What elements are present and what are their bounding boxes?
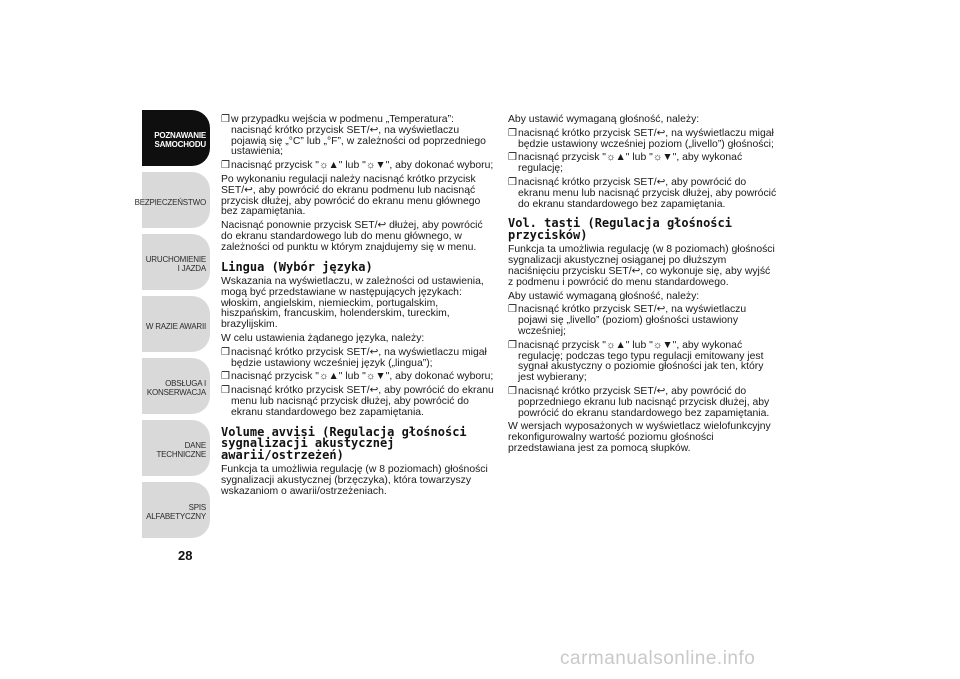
watermark: carmanualsonline.info: [560, 648, 756, 669]
checkbox-bullet-icon: ❒: [221, 114, 230, 125]
section-tabs: [134, 110, 210, 544]
checkbox-bullet-icon: ❒: [221, 160, 230, 172]
tab-obsluga-i-konserwacja[interactable]: OBSŁUGA I KONSERWACJA: [142, 358, 210, 414]
paragraph: Nacisnąć ponownie przycisk SET/↩ dłużej, aby powrócić do ekranu standardowego lub do menu głównego, w zależności od punktu w którym znajdujemy się w menu.: [221, 220, 483, 253]
right-column: [508, 115, 778, 458]
list-item: ❒ nacisnąć krótko przycisk SET/↩, na wyświetlaczu migał będzie ustawiony wcześniej język („lingua”);: [221, 346, 487, 369]
list-item: ❒ nacisnąć przycisk "☼▲" lub "☼▼", aby dokonać wyboru;: [221, 160, 494, 172]
page-number: 28: [178, 548, 193, 563]
checkbox-bullet-icon: ❒: [221, 371, 230, 383]
paragraph: Funkcja ta umożliwia regulację (w 8 poziomach) głośności sygnalizacji akustycznej (brzęczyka), która towarzyszy wskazaniom o awarii/ostrzeżeniach.: [221, 464, 488, 497]
checkbox-bullet-icon: ❒: [508, 176, 517, 188]
tab-poznawanie-samochodu[interactable]: POZNAWANIE SAMOCHODU: [142, 110, 210, 166]
tab-spis-alfabetyczny[interactable]: SPIS ALFABETYCZNY: [142, 482, 210, 538]
checkbox-bullet-icon: ❒: [508, 385, 517, 397]
checkbox-bullet-icon: ❒: [508, 152, 517, 164]
list-item: ❒ nacisnąć krótko przycisk SET/↩, aby powrócić do ekranu menu lub nacisnąć przycisk dłużej, aby powrócić do ekranu standardowego bez zapamiętania.: [221, 385, 494, 418]
list-item: ❒ nacisnąć krótko przycisk SET/↩, na wyświetlaczu pojawi się „livello” (poziom) głośności ustawiony wcześniej;: [508, 304, 747, 337]
paragraph: Aby ustawić wymaganą głośność, należy:: [508, 114, 700, 125]
paragraph: Wskazania na wyświetlaczu, w zależności od ustawienia, mogą być przedstawiane w następujących językach: włoskim, angielskim, niemieckim, portugalskim, hiszpańskim, francuskim, holenderskim, tureckim, brazylijskim.: [221, 276, 484, 331]
paragraph: Po wykonaniu regulacji należy nacisnąć krótko przycisk SET/↩, aby powrócić do ekranu podmenu lub nacisnąć przycisk dłużej, aby powrócić do ekranu menu głównego bez zapamiętania.: [221, 173, 481, 218]
tab-bezpieczenstwo[interactable]: BEZPIECZEŃSTWO: [142, 172, 210, 228]
left-column: [221, 115, 496, 501]
checkbox-bullet-icon: ❒: [508, 339, 517, 351]
list-item: ❒ nacisnąć krótko przycisk SET/↩, aby powrócić do ekranu menu lub nacisnąć przycisk dłużej, aby powrócić do ekranu standardowego bez zapamiętania.: [508, 176, 777, 210]
tab-dane-techniczne[interactable]: DANE TECHNICZNE: [142, 420, 210, 476]
list-item: ❒ nacisnąć przycisk "☼▲" lub "☼▼", aby wykonać regulację;: [508, 152, 743, 175]
paragraph: W wersjach wyposażonych w wyświetlacz wielofunkcyjny rekonfigurowalny wartość poziomu głośności przedstawiana jest za pomocą słupków.: [508, 421, 771, 454]
tab-uruchomienie-i-jazda[interactable]: URUCHOMIENIE I JAZDA: [142, 234, 210, 290]
paragraph: W celu ustawienia żądanego języka, należy:: [221, 333, 425, 345]
checkbox-bullet-icon: ❒: [221, 346, 230, 358]
list-item: ❒ w przypadku wejścia w podmenu „Temperatura”: nacisnąć krótko przycisk SET/↩, na wyświetlaczu pojawią się „°C” lub „°F”, w zależności od poprzedniego ustawienia;: [221, 114, 486, 158]
list-item: ❒ nacisnąć krótko przycisk SET/↩, aby powrócić do poprzedniego ekranu lub nacisnąć przycisk dłużej, aby powrócić do ekranu standardowego bez zapamiętania.: [508, 385, 770, 419]
section-heading: Volume avvisi (Regulacja głośności sygnalizacji akustycznej awarii/ostrzeżeń): [221, 424, 467, 462]
list-item: ❒ nacisnąć przycisk "☼▲" lub "☼▼", aby dokonać wyboru;: [221, 371, 494, 383]
paragraph: Funkcja ta umożliwia regulację (w 8 poziomach) głośności sygnalizacji akustycznej osiąganej po dłuższym naciśnięciu przycisku SET/↩, co wykonuje się, aby wyjść z podmenu i powrócić do menu standardowego.: [508, 244, 775, 288]
paragraph: Aby ustawić wymaganą głośność, należy:: [508, 290, 700, 302]
section-heading: Vol. tasti (Regulacja głośności przycisków): [508, 216, 732, 242]
list-item: ❒ nacisnąć przycisk "☼▲" lub "☼▼", aby wykonać regulację; podczas tego typu regulacji emitowany jest sygnał akustyczny o poziomie głośności jak ten, który jest wybierany;: [508, 339, 764, 384]
checkbox-bullet-icon: ❒: [221, 385, 230, 397]
list-item: ❒ nacisnąć krótko przycisk SET/↩, na wyświetlaczu migał będzie ustawiony wcześniej poziom („livello”) głośności;: [508, 127, 774, 150]
checkbox-bullet-icon: ❒: [508, 304, 517, 316]
checkbox-bullet-icon: ❒: [508, 127, 517, 139]
tab-w-razie-awarii[interactable]: W RAZIE AWARII: [142, 296, 210, 352]
section-heading: Lingua (Wybór języka): [221, 259, 373, 274]
